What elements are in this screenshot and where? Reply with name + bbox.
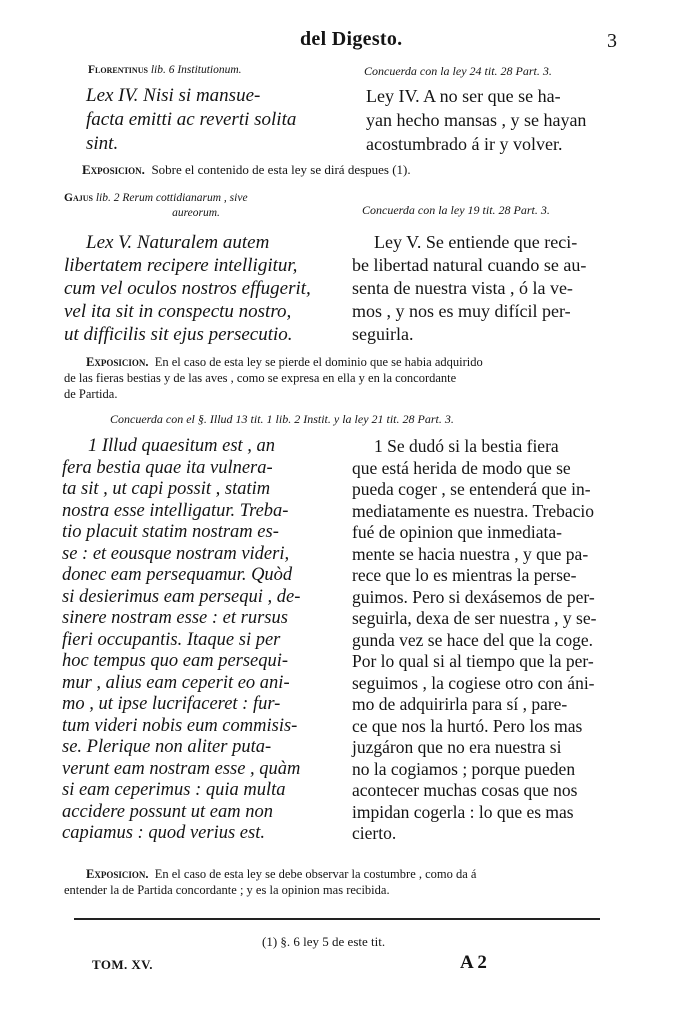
exposicion-text: entender la de Partida concordante ; y es la opinion mas recibida.	[64, 883, 390, 897]
para1-latin-line: donec eam persequamur. Quòd	[62, 565, 293, 585]
lex5-exposicion	[64, 354, 483, 402]
lex4-source-author: Florentinus	[88, 64, 151, 76]
para1-latin-line: accidere possunt ut eam non	[62, 801, 273, 822]
para1-spanish-line: Por lo qual si al tiempo que la per-	[352, 651, 594, 671]
lex4-spanish-line: acostumbrado á ir y volver.	[366, 134, 563, 154]
lex4-latin-line: Lex IV. Nisi si mansue-	[86, 85, 261, 106]
para1-latin-line: mur , alius eam ceperit eo ani-	[62, 672, 290, 693]
lex5-spanish-line: mos , y nos es muy difícil per-	[352, 301, 571, 321]
para1-latin-line: hoc tempus quo eam persequi-	[62, 651, 289, 671]
lex4-spanish-line: Ley IV. A no ser que se ha-	[366, 86, 561, 106]
lex4-source	[88, 64, 242, 76]
lex5-latin-line: Lex V. Naturalem autem	[86, 232, 270, 253]
para1-latin-line: se : et eousque nostram videri,	[62, 543, 290, 564]
para1-spanish-line: fué de opinion que inmediata-	[352, 522, 562, 542]
lex5-spanish-line: Ley V. Se entiende que reci-	[374, 232, 578, 252]
para1-spanish-line: mediatamente es nuestra. Trebacio	[352, 500, 595, 521]
lex4-latin-line: facta emitti ac reverti solita	[86, 109, 297, 130]
para1-spanish-line: cierto.	[352, 823, 397, 843]
lex4-source-work: lib. 6 Institutionum.	[150, 64, 242, 76]
para1-latin-line: mo , ut ipse lucrifaceret : fur-	[62, 694, 281, 714]
para1-latin-line: fera bestia quae ita vulnera-	[62, 457, 273, 478]
lex4-latin	[86, 84, 330, 156]
footnote-rule	[74, 918, 600, 920]
lex5-spanish	[352, 231, 620, 346]
lex5-latin-line: ut difficilis sit ejus persecutio.	[64, 324, 293, 345]
para1-latin	[62, 436, 338, 845]
para1-concordance: Concuerda con el §. Illud 13 tit. 1 lib. 2 Instit. y la ley 21 tit. 28 Part. 3.	[110, 412, 454, 426]
lex5-spanish-line: senta de nuestra vista , ó la ve-	[352, 278, 573, 298]
lex5-spanish-line: be libertad natural cuando se au-	[352, 255, 587, 275]
para1-spanish	[352, 436, 624, 845]
para1-latin-line: tum videri nobis eum commisis-	[62, 715, 298, 736]
lex5-source-author: Gajus	[64, 192, 96, 204]
exposicion-text: Sobre el contenido de esta ley se dirá despues (1).	[151, 162, 411, 177]
exposicion-label: Exposicion.	[86, 867, 149, 881]
para1-latin-line: 1 Illud quaesitum est , an	[88, 436, 276, 456]
exposicion-text: En el caso de esta ley se debe observar la costumbre , como da á	[154, 867, 477, 881]
para1-spanish-line: ce que nos la hurtó. Pero los mas	[352, 715, 583, 736]
lex5-source-work: lib. 2 Rerum cottidianarum , sive	[95, 192, 248, 204]
page-number: 3	[607, 30, 617, 52]
para1-spanish-line: mente se hacia nuestra , y que pa-	[352, 543, 589, 564]
para1-spanish-line: pueda coger , se entenderá que in-	[352, 479, 591, 499]
para1-exposicion	[64, 866, 476, 898]
para1-spanish-line: guimos. Pero si dexásemos de per-	[352, 586, 595, 607]
footnote: (1) §. 6 ley 5 de este tit.	[262, 934, 386, 949]
lex5-latin-line: vel ita sit in conspectu nostro,	[64, 301, 292, 322]
lex5-latin-line: libertatem recipere intelligitur,	[64, 255, 298, 276]
para1-latin-line: sinere nostram esse : et rursus	[62, 608, 288, 628]
exposicion-label: Exposicion.	[82, 162, 145, 177]
para1-spanish-line: impidan cogerla : lo que es mas	[352, 801, 574, 822]
lex4-spanish-line: yan hecho mansas , y se hayan	[366, 110, 587, 130]
para1-spanish-line: gunda vez se hace del que la coge.	[352, 629, 593, 650]
para1-spanish-line: que está herida de modo que se	[352, 457, 571, 478]
running-head-title: del Digesto.	[300, 28, 403, 50]
exposicion-text: de Partida.	[64, 387, 118, 401]
lex4-spanish	[366, 84, 616, 156]
lex4-concordance: Concuerda con la ley 24 tit. 28 Part. 3.	[364, 64, 552, 78]
lex5-latin	[64, 231, 334, 346]
para1-latin-line: se. Plerique non aliter puta-	[62, 737, 272, 757]
lex5-spanish-line: seguirla.	[352, 324, 414, 344]
sheet-signature: A 2	[460, 952, 487, 973]
lex4-latin-line: sint.	[86, 133, 119, 154]
para1-latin-line: tio placuit statim nostram es-	[62, 522, 279, 542]
para1-latin-line: nostra esse intelligatur. Treba-	[62, 500, 289, 521]
para1-latin-line: verunt eam nostram esse , quàm	[62, 758, 301, 779]
para1-latin-line: ta sit , ut capi possit , statim	[62, 479, 271, 499]
para1-spanish-line: juzgáron que no era nuestra si	[352, 737, 562, 757]
para1-spanish-line: no la cogiamos ; porque pueden	[352, 758, 576, 779]
para1-spanish-line: rece que lo es mientras la perse-	[352, 565, 577, 585]
exposicion-text: de las fieras bestias y de las aves , como se expresa en ella y en la concordante	[64, 371, 457, 385]
exposicion-label: Exposicion.	[86, 355, 149, 369]
lex5-source-work-cont: aureorum.	[172, 207, 220, 219]
para1-spanish-line: 1 Se dudó si la bestia fiera	[374, 436, 559, 456]
para1-latin-line: fieri occupantis. Itaque si per	[62, 629, 281, 650]
para1-spanish-line: mo de adquirirla para sí , pare-	[352, 694, 568, 714]
para1-latin-line: si desierimus eam persequi , de-	[62, 586, 301, 607]
lex5-concordance: Concuerda con la ley 19 tit. 28 Part. 3.	[362, 203, 550, 217]
para1-spanish-line: acontecer muchas cosas que nos	[352, 780, 578, 800]
lex5-latin-line: cum vel oculos nostros effugerit,	[64, 278, 311, 299]
para1-latin-line: capiamus : quod verius est.	[62, 823, 265, 843]
para1-spanish-line: seguirla, dexa de ser nuestra , y se-	[352, 608, 597, 628]
para1-spanish-line: seguimos , la cogiese otro con áni-	[352, 672, 595, 693]
lex4-exposicion	[82, 162, 411, 178]
lex5-source	[64, 191, 328, 221]
exposicion-text: En el caso de esta ley se pierde el dominio que se habia adquirido	[154, 355, 483, 369]
para1-latin-line: si eam ceperimus : quia multa	[62, 780, 286, 800]
volume-signature: TOM. XV.	[92, 957, 153, 972]
